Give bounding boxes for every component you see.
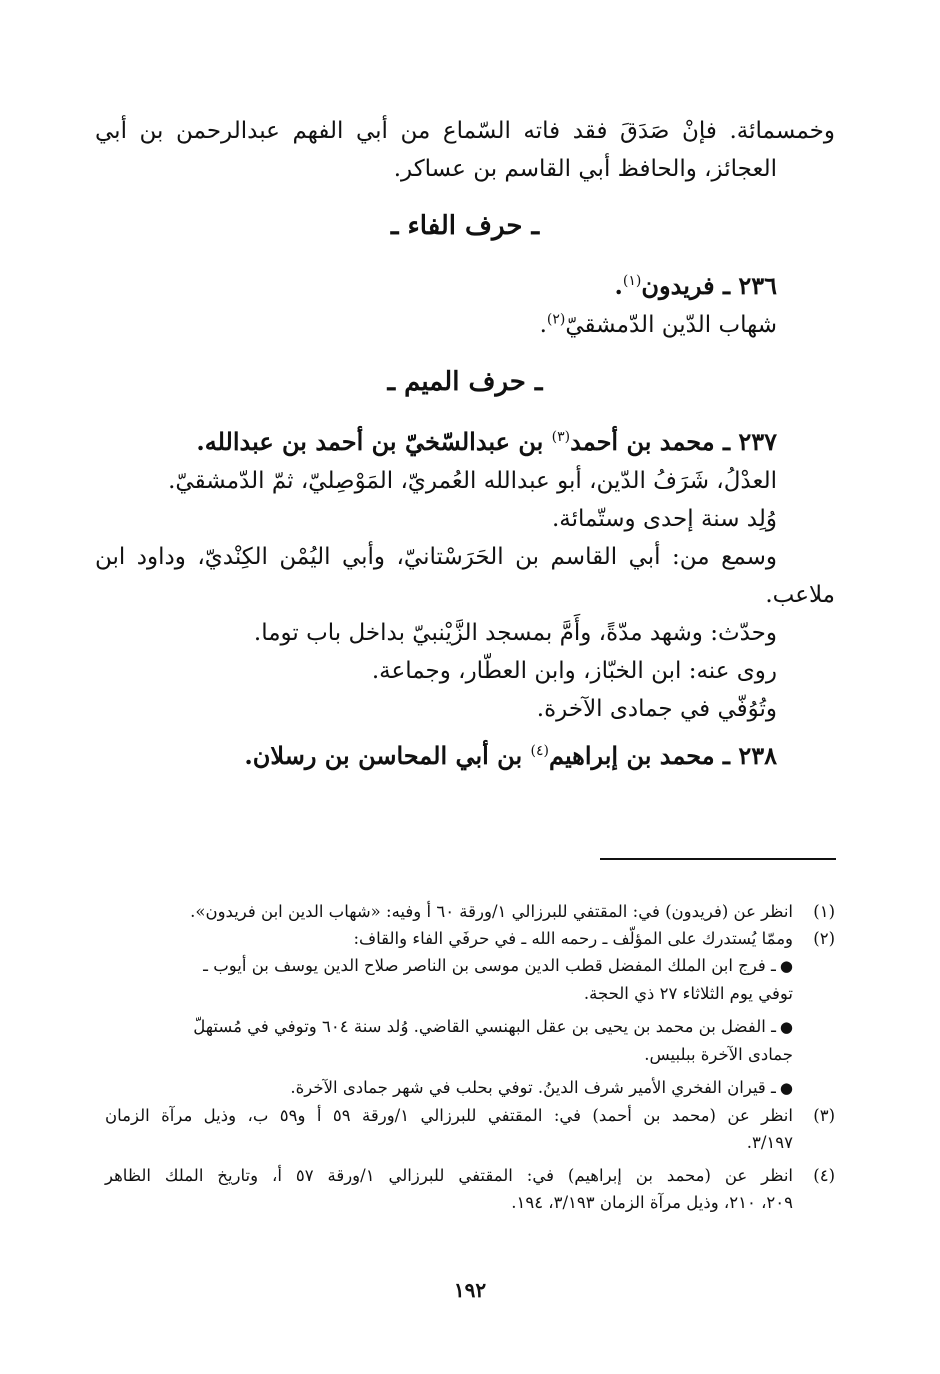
entry-238-name-b: بن أبي المحاسن بن رسلان. — [244, 741, 531, 770]
footnote-2-bullet-3 — [105, 1074, 835, 1102]
entry-238-title — [95, 736, 835, 776]
entry-237-name-b: بن عبدالسّخيّ بن أحمد بن عبدالله. — [196, 427, 552, 456]
entry-238-name-a: ٢٣٨ ـ محمد بن إبراهيم — [548, 741, 777, 770]
entry-236-name: ٢٣٦ ـ فريدون — [641, 271, 777, 300]
entry-237-line-4: ملاعب. — [765, 582, 835, 608]
footnote-text — [105, 1162, 793, 1216]
bullet-line — [105, 1074, 793, 1102]
footnote-text: انظر عن (فريدون) في: المقتفي للبرزالي ١/ورقة ٦٠ أ وفيه: «شهاب الدين ابن فريدون». — [190, 902, 793, 921]
section-heading-fa: ـ حرف الفاء ـ — [390, 211, 540, 241]
entry-236-dot: . — [614, 271, 623, 300]
footnote-line: انظر عن (محمد بن أحمد) في: المقتفي للبرزالي ١/ورقة ٥٩ أ و٥٩ ب، وذيل مرآة الزمان — [105, 1106, 793, 1125]
entry-237-line-3: وسمع من: أبي القاسم بن الحَرَسْتانيّ، وأبي اليُمْن الكِنْديّ، وداود ابن — [95, 544, 777, 570]
intro-line-2: العجائز، والحافظ أبي القاسم بن عساكر. — [393, 156, 777, 182]
footnote-number: (١) — [813, 902, 835, 921]
entry-236-line — [95, 306, 835, 344]
bullet-text: ـ الفضل بن محمد بن يحيى بن عقل البهنسي القاضي. وُلد سنة ٦٠٤ وتوفي في مُستهلّ — [193, 1017, 776, 1036]
bullet-line: توفي يوم الثلاثاء ٢٧ ذي الحجة. — [583, 984, 793, 1003]
footnote-number: (٣) — [813, 1106, 835, 1125]
bullet-icon: ● — [779, 1018, 793, 1036]
footnote-4 — [105, 1162, 835, 1216]
entry-237-line-2: وُلِد سنة إحدى وستّمائة. — [551, 506, 777, 532]
bullet-icon: ● — [779, 957, 793, 975]
entry-237-title — [95, 422, 835, 462]
footnote-line: انظر عن (محمد بن إبراهيم) في: المقتفي للبرزالي ١/ورقة ٥٧ أ، وتاريخ الملك الظاهر — [105, 1166, 793, 1185]
entry-237-line-6: روى عنه: ابن الخبّاز، وابن العطّار، وجماعة. — [371, 658, 777, 684]
footnote-text: وممّا يُستدرك على المؤلّف ـ رحمه الله ـ في حرفَي الفاء والقاف: — [353, 929, 793, 948]
footnote-ref-3: (٣) — [551, 429, 571, 445]
footnote-2 — [105, 925, 835, 952]
spacer — [95, 728, 835, 736]
bullet-line — [105, 1013, 793, 1041]
entry-236-text: شهاب الدّين الدّمشقيّ — [565, 312, 777, 338]
page-number: ١٩٢ — [453, 1278, 487, 1302]
bullet-text: ـ قيران الفخري الأمير شرف الدينُ. توفي بحلب في شهر جمادى الآخرة. — [290, 1078, 776, 1097]
section-heading-mim: ـ حرف الميم ـ — [387, 367, 543, 397]
footnote-number: (٤) — [813, 1166, 835, 1185]
entry-237-line-5: وحدّث: وشهد مدّةً، وأَمَّ بمسجد الزَّيْنبيّ بداخل باب توما. — [253, 620, 777, 646]
entry-237-name-a: ٢٣٧ ـ محمد بن أحمد — [570, 427, 777, 456]
footnote-1 — [105, 898, 835, 925]
bullet-icon: ● — [779, 1079, 793, 1097]
entry-237-line-1: العدْلُ، شَرَفُ الدّين، أبو عبدالله العُمريّ، المَوْصِليّ، ثمّ الدّمشقيّ. — [168, 468, 777, 494]
footnote-2-bullet-1 — [105, 952, 835, 1007]
footnote-divider — [600, 858, 836, 860]
main-text — [95, 112, 835, 776]
footnote-line: ٣/١٩٧. — [746, 1133, 793, 1152]
entry-236-title — [95, 266, 835, 306]
footnote-text — [105, 1102, 793, 1156]
footnote-line: ٢٠٩، ٢١٠، وذيل مرآة الزمان ٣/١٩٣، ١٩٤. — [511, 1193, 793, 1212]
bullet-line — [105, 952, 793, 980]
footnotes — [105, 898, 835, 1216]
footnote-2-bullet-2 — [105, 1013, 835, 1068]
footnote-3 — [105, 1102, 835, 1156]
intro-line-1: وخمسمائة. فإنْ صَدَقَ فقد فاته السّماع من أبي الفهم عبدالرحمن بن أبي — [95, 118, 835, 144]
entry-236-line-dot: . — [539, 312, 547, 338]
footnote-number: (٢) — [813, 929, 835, 948]
bullet-line: جمادى الآخرة ببلبيس. — [644, 1045, 793, 1064]
footnote-ref-4: (٤) — [530, 743, 549, 759]
footnote-ref-1: (١) — [622, 273, 642, 289]
entry-237-line-7: وتُوُفّي في جمادى الآخرة. — [536, 696, 777, 722]
footnote-ref-2: (٢) — [546, 311, 566, 328]
bullet-text: ـ فرج ابن الملك المفضل قطب الدين موسى بن الناصر صلاح الدين يوسف بن أيوب ـ — [203, 956, 776, 975]
